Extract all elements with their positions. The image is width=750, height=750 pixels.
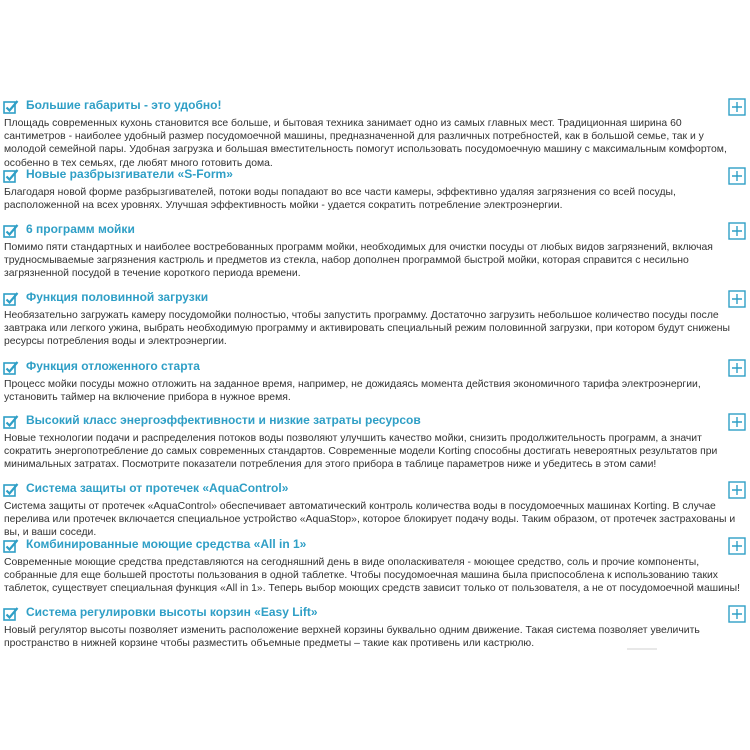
plus-square-icon[interactable] xyxy=(728,481,746,499)
feature-item xyxy=(0,221,750,281)
feature-description: Новый регулятор высоты позволяет изменить расположение верхней корзины буквально одним движение. Такая система позволяет увеличить пространство в нижней корзине чтобы разместить объемные предметы – такие как противень или кастрюлю. xyxy=(4,625,700,650)
feature-item xyxy=(0,536,750,596)
feature-item xyxy=(0,97,750,170)
feature-header xyxy=(0,97,750,117)
check-square-icon xyxy=(3,414,19,430)
feature-title: Функция отложенного старта xyxy=(26,359,200,373)
check-square-icon xyxy=(3,291,19,307)
check-square-icon xyxy=(3,538,19,554)
feature-item xyxy=(0,166,750,212)
feature-header xyxy=(0,412,750,432)
plus-square-icon[interactable] xyxy=(728,537,746,555)
feature-title: Комбинированные моющие средства «All in 1» xyxy=(26,537,307,551)
plus-square-icon[interactable] xyxy=(728,605,746,623)
feature-description: Площадь современных кухонь становится все больше, и бытовая техника занимает одно из самых главных мест. Традиционная ширина 60 сантиметров - наиболее удобный размер посудомоечной машины, предназначенной для различных потребностей, как в большой семье, так и у молодой семейной пары. Удобная загрузка и большая вместительность помогут использовать посудомоечную машину с максимальным комфортом, особенно в тех семьях, где любят много готовить дома. xyxy=(4,118,727,169)
feature-header xyxy=(0,221,750,241)
feature-header xyxy=(0,604,750,624)
feature-header xyxy=(0,289,750,309)
feature-header xyxy=(0,536,750,556)
plus-square-icon[interactable] xyxy=(728,222,746,240)
feature-title: Большие габариты - это удобно! xyxy=(26,98,222,112)
feature-title: Система защиты от протечек «AquaControl» xyxy=(26,481,289,495)
feature-title: 6 программ мойки xyxy=(26,222,135,236)
feature-header xyxy=(0,166,750,186)
feature-description: Помимо пяти стандартных и наиболее востребованных программ мойки, необходимых для очистки посуды от любых видов загрязнений, включая трудносмываемые загрязнения кастрюль и предметов из стекла, набор дополнен программой быстрой мойки, которая справится с несильно загрязненной посудой в течение короткого периода времени. xyxy=(4,242,713,280)
feature-header xyxy=(0,358,750,378)
feature-title: Система регулировки высоты корзин «Easy Lift» xyxy=(26,605,318,619)
feature-description: Система защиты от протечек «AquaControl» обеспечивает автоматический контроль количества воды в посудомоечных машинах Korting. В случае перелива или протечек включается специальное устройство «AquaStop», которое блокирует подачу воды. Таким образом, от протечек застрахованы и вы, и ваши соседи. xyxy=(4,501,736,539)
check-square-icon xyxy=(3,223,19,239)
check-square-icon xyxy=(3,606,19,622)
feature-item xyxy=(0,480,750,540)
plus-square-icon[interactable] xyxy=(728,413,746,431)
plus-square-icon[interactable] xyxy=(728,98,746,116)
plus-square-icon[interactable] xyxy=(728,359,746,377)
feature-title: Высокий класс энергоэффективности и низкие затраты ресурсов xyxy=(26,413,421,427)
check-square-icon xyxy=(3,99,19,115)
feature-title: Новые разбрызгиватели «S-Form» xyxy=(26,167,233,181)
feature-item xyxy=(0,358,750,404)
check-square-icon xyxy=(3,482,19,498)
plus-square-icon[interactable] xyxy=(728,167,746,185)
feature-item xyxy=(0,412,750,472)
divider xyxy=(627,648,657,650)
feature-description: Процесс мойки посуды можно отложить на заданное время, например, не дожидаясь момента действия экономичного тарифа электроэнергии, установить таймер на включение прибора в нужное время. xyxy=(4,379,701,404)
feature-description: Современные моющие средства представляются на сегодняшний день в виде ополаскивателя - моющее средство, соль и прочие компоненты, собранные для еще большей простоты пользования в одной таблетке. Чтобы посудомоечная машина была приспособлена к использованию таких таблеток, существует специальная функция «All in 1». Теперь выбор моющих средств зависит только от пользователя, а не от посудомоечной машины! xyxy=(4,557,740,595)
feature-header xyxy=(0,480,750,500)
feature-description: Благодаря новой форме разбрызгивателей, потоки воды попадают во все части камеры, эффективно удаляя загрязнения со всей посуды, расположенной на всех уровнях. Улучшая эффективность мойки - удается сократить потребление электроэнергии. xyxy=(4,187,676,212)
plus-square-icon[interactable] xyxy=(728,290,746,308)
check-square-icon xyxy=(3,360,19,376)
feature-description: Необязательно загружать камеру посудомойки полностью, чтобы запустить программу. Достаточно загрузить небольшое количество посуды после завтрака или легкого ужина, выбрать необходимую программу и активировать специальный режим половинной загрузки, при котором будут снижены ресурсы потребления воды и электроэнергии. xyxy=(4,310,730,348)
feature-title: Функция половинной загрузки xyxy=(26,290,209,304)
feature-item xyxy=(0,604,750,650)
feature-description: Новые технологии подачи и распределения потоков воды позволяют улучшить качество мойки, снизить продолжительность программ, а значит сократить энергопотребление до самых современных стандартов. Современные модели Korting способны достигать невероятных результатов при минимальных затратах. Посмотрите показатели потребления для этого прибора в таблице параметров ниже и убедитесь в этом сами! xyxy=(4,433,718,471)
feature-item xyxy=(0,289,750,349)
check-square-icon xyxy=(3,168,19,184)
